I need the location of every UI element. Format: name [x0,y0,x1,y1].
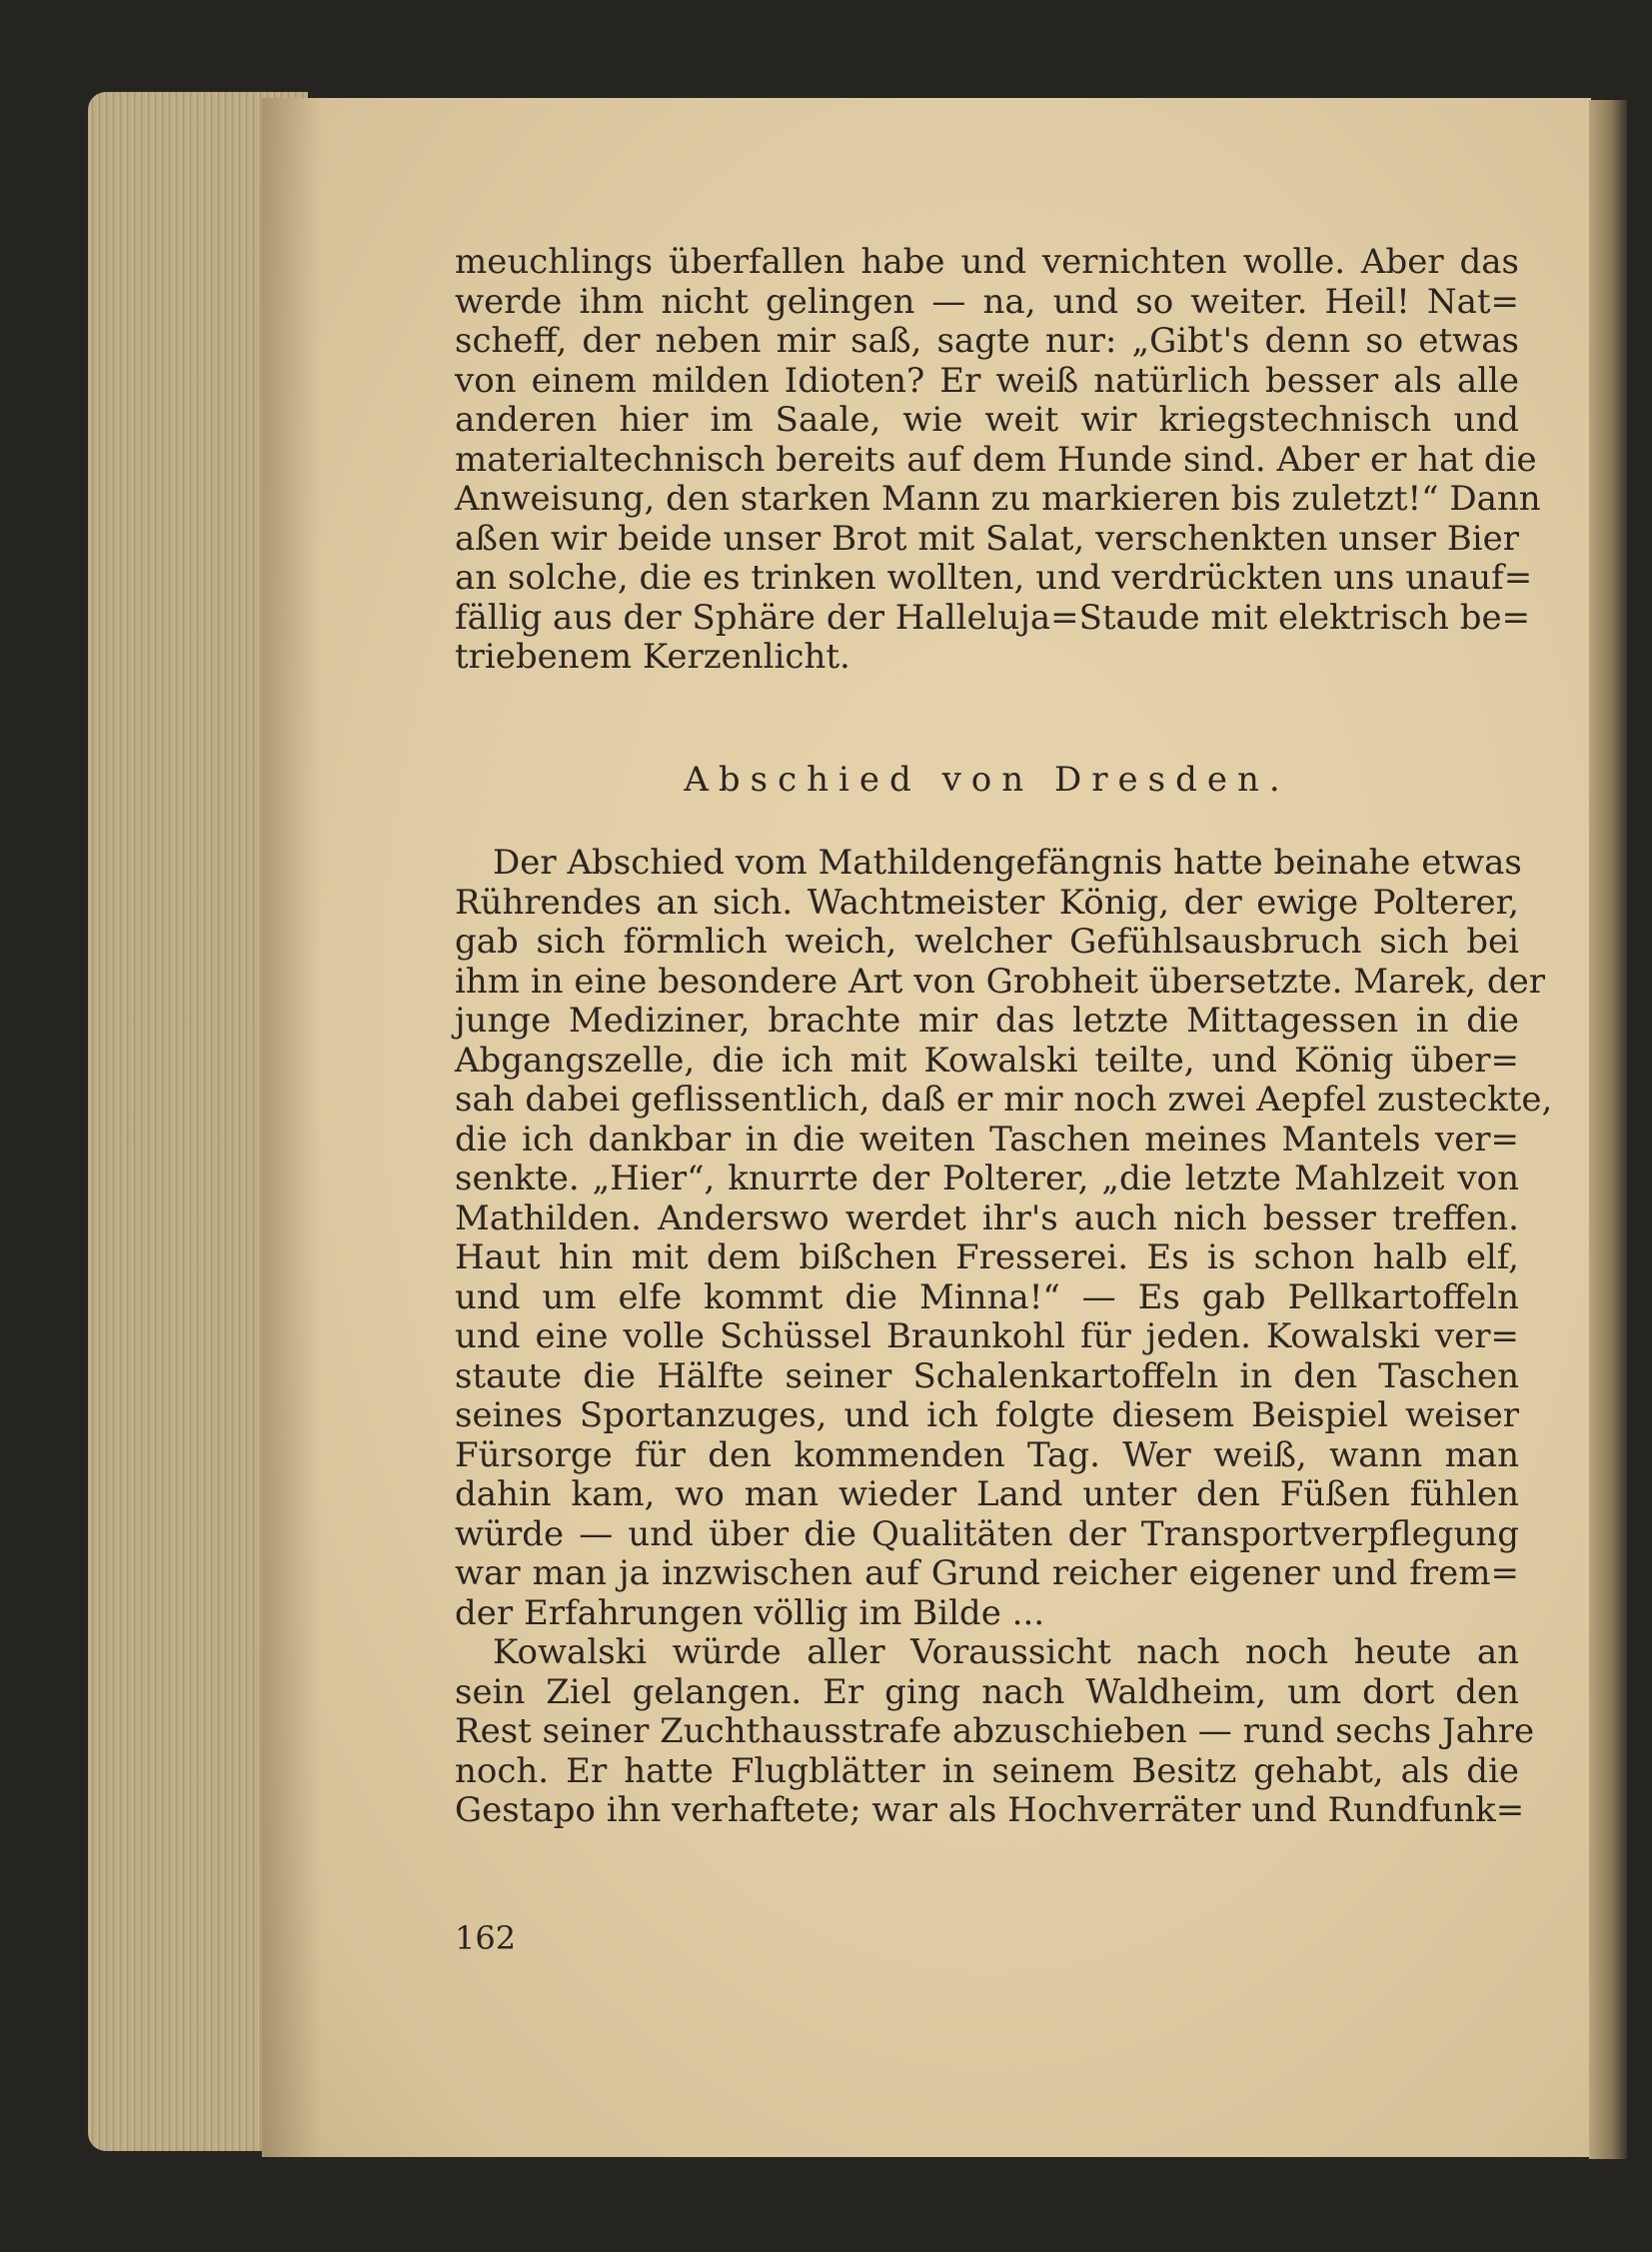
page-number: 162 [455,1919,517,1957]
text-line: noch. Er hatte Flugblätter in seinem Besitz gehabt, als die [455,1750,1519,1791]
text-line: und eine volle Schüssel Braunkohl für jeden. Kowalski ver= [455,1316,1519,1356]
text-line: senkte. „Hier“, knurrte der Polterer, „die letzte Mahlzeit von [455,1158,1519,1198]
text-line: seines Sportanzuges, und ich folgte diesem Beispiel weiser [455,1395,1519,1435]
paragraph-1 [455,242,1541,678]
text-line: Kowalski würde aller Voraussicht nach noch heute an [493,1632,1519,1672]
text-line: die ich dankbar in die weiten Taschen meines Mantels ver= [455,1119,1519,1159]
text-line: Abgangszelle, die ich mit Kowalski teilte, und König über= [455,1040,1519,1081]
section-heading: Abschied von Dresden. [684,760,1290,800]
text-line: Rührendes an sich. Wachtmeister König, der ewige Polterer, [455,882,1519,923]
text-line: aßen wir beide unser Brot mit Salat, verschenkten unser Bier [455,518,1519,559]
text-line: Haut hin mit dem bißchen Fresserei. Es is schon halb elf, [455,1237,1519,1277]
text-line: dahin kam, wo man wieder Land unter den Füßen fühlen [455,1474,1519,1514]
page-right-edge [1589,100,1627,2159]
text-line: sah dabei geflissentlich, daß er mir noch zwei Aepfel zusteckte, [455,1080,1553,1120]
text-line: sein Ziel gelangen. Er ging nach Waldheim, um dort den [455,1671,1519,1712]
text-line: fällig aus der Sphäre der Halleluja=Staude mit elektrisch be= [455,597,1531,638]
text-line: gab sich förmlich weich, welcher Gefühlsausbruch sich bei [455,922,1519,962]
text-line: scheff, der neben mir saß, sagte nur: „Gibt's denn so etwas [455,321,1519,361]
text-line: Rest seiner Zuchthausstrafe abzuschieben — rund sechs Jahre [455,1711,1535,1751]
text-line: an solche, die es trinken wollten, und verdrückten uns unauf= [455,558,1533,598]
text-line: der Erfahrungen völlig im Bilde ... [455,1592,1045,1633]
text-line: war man ja inzwischen auf Grund reicher eigener und frem= [455,1553,1519,1593]
gutter-shadow [262,98,322,2157]
text-line: würde — und über die Qualitäten der Transportverpflegung [455,1513,1519,1554]
text-line: materialtechnisch bereits auf dem Hunde sind. Aber er hat die [455,439,1537,480]
text-line: und um elfe kommt die Minna!“ — Es gab Pellkartoffeln [455,1276,1519,1317]
text-line: anderen hier im Saale, wie weit wir kriegstechnisch und [455,400,1519,440]
text-line: triebenem Kerzenlicht. [455,637,850,677]
text-line: staute die Hälfte seiner Schalenkartoffeln in den Taschen [455,1355,1519,1396]
text-line: junge Mediziner, brachte mir das letzte Mittagessen in die [455,1001,1519,1041]
text-line: von einem milden Idioten? Er weiß natürlich besser als alle [455,360,1519,401]
text-line: Gestapo ihn verhaftete; war als Hochverräter und Rundfunk= [455,1790,1525,1830]
text-line: ihm in eine besondere Art von Grobheit übersetzte. Marek, der [455,961,1546,1002]
text-line: Der Abschied vom Mathildengefängnis hatte beinahe etwas [493,843,1522,883]
paragraph-2 [455,843,1553,1831]
text-line: meuchlings überfallen habe und vernichten wolle. Aber das [455,242,1519,282]
text-line: werde ihm nicht gelingen — na, und so weiter. Heil! Nat= [455,281,1519,322]
text-line: Fürsorge für den kommenden Tag. Wer weiß, wann man [455,1434,1519,1475]
text-line: Anweisung, den starken Mann zu markieren bis zuletzt!“ Dann [455,479,1541,519]
text-line: Mathilden. Anderswo werdet ihr's auch nich besser treffen. [455,1197,1519,1238]
